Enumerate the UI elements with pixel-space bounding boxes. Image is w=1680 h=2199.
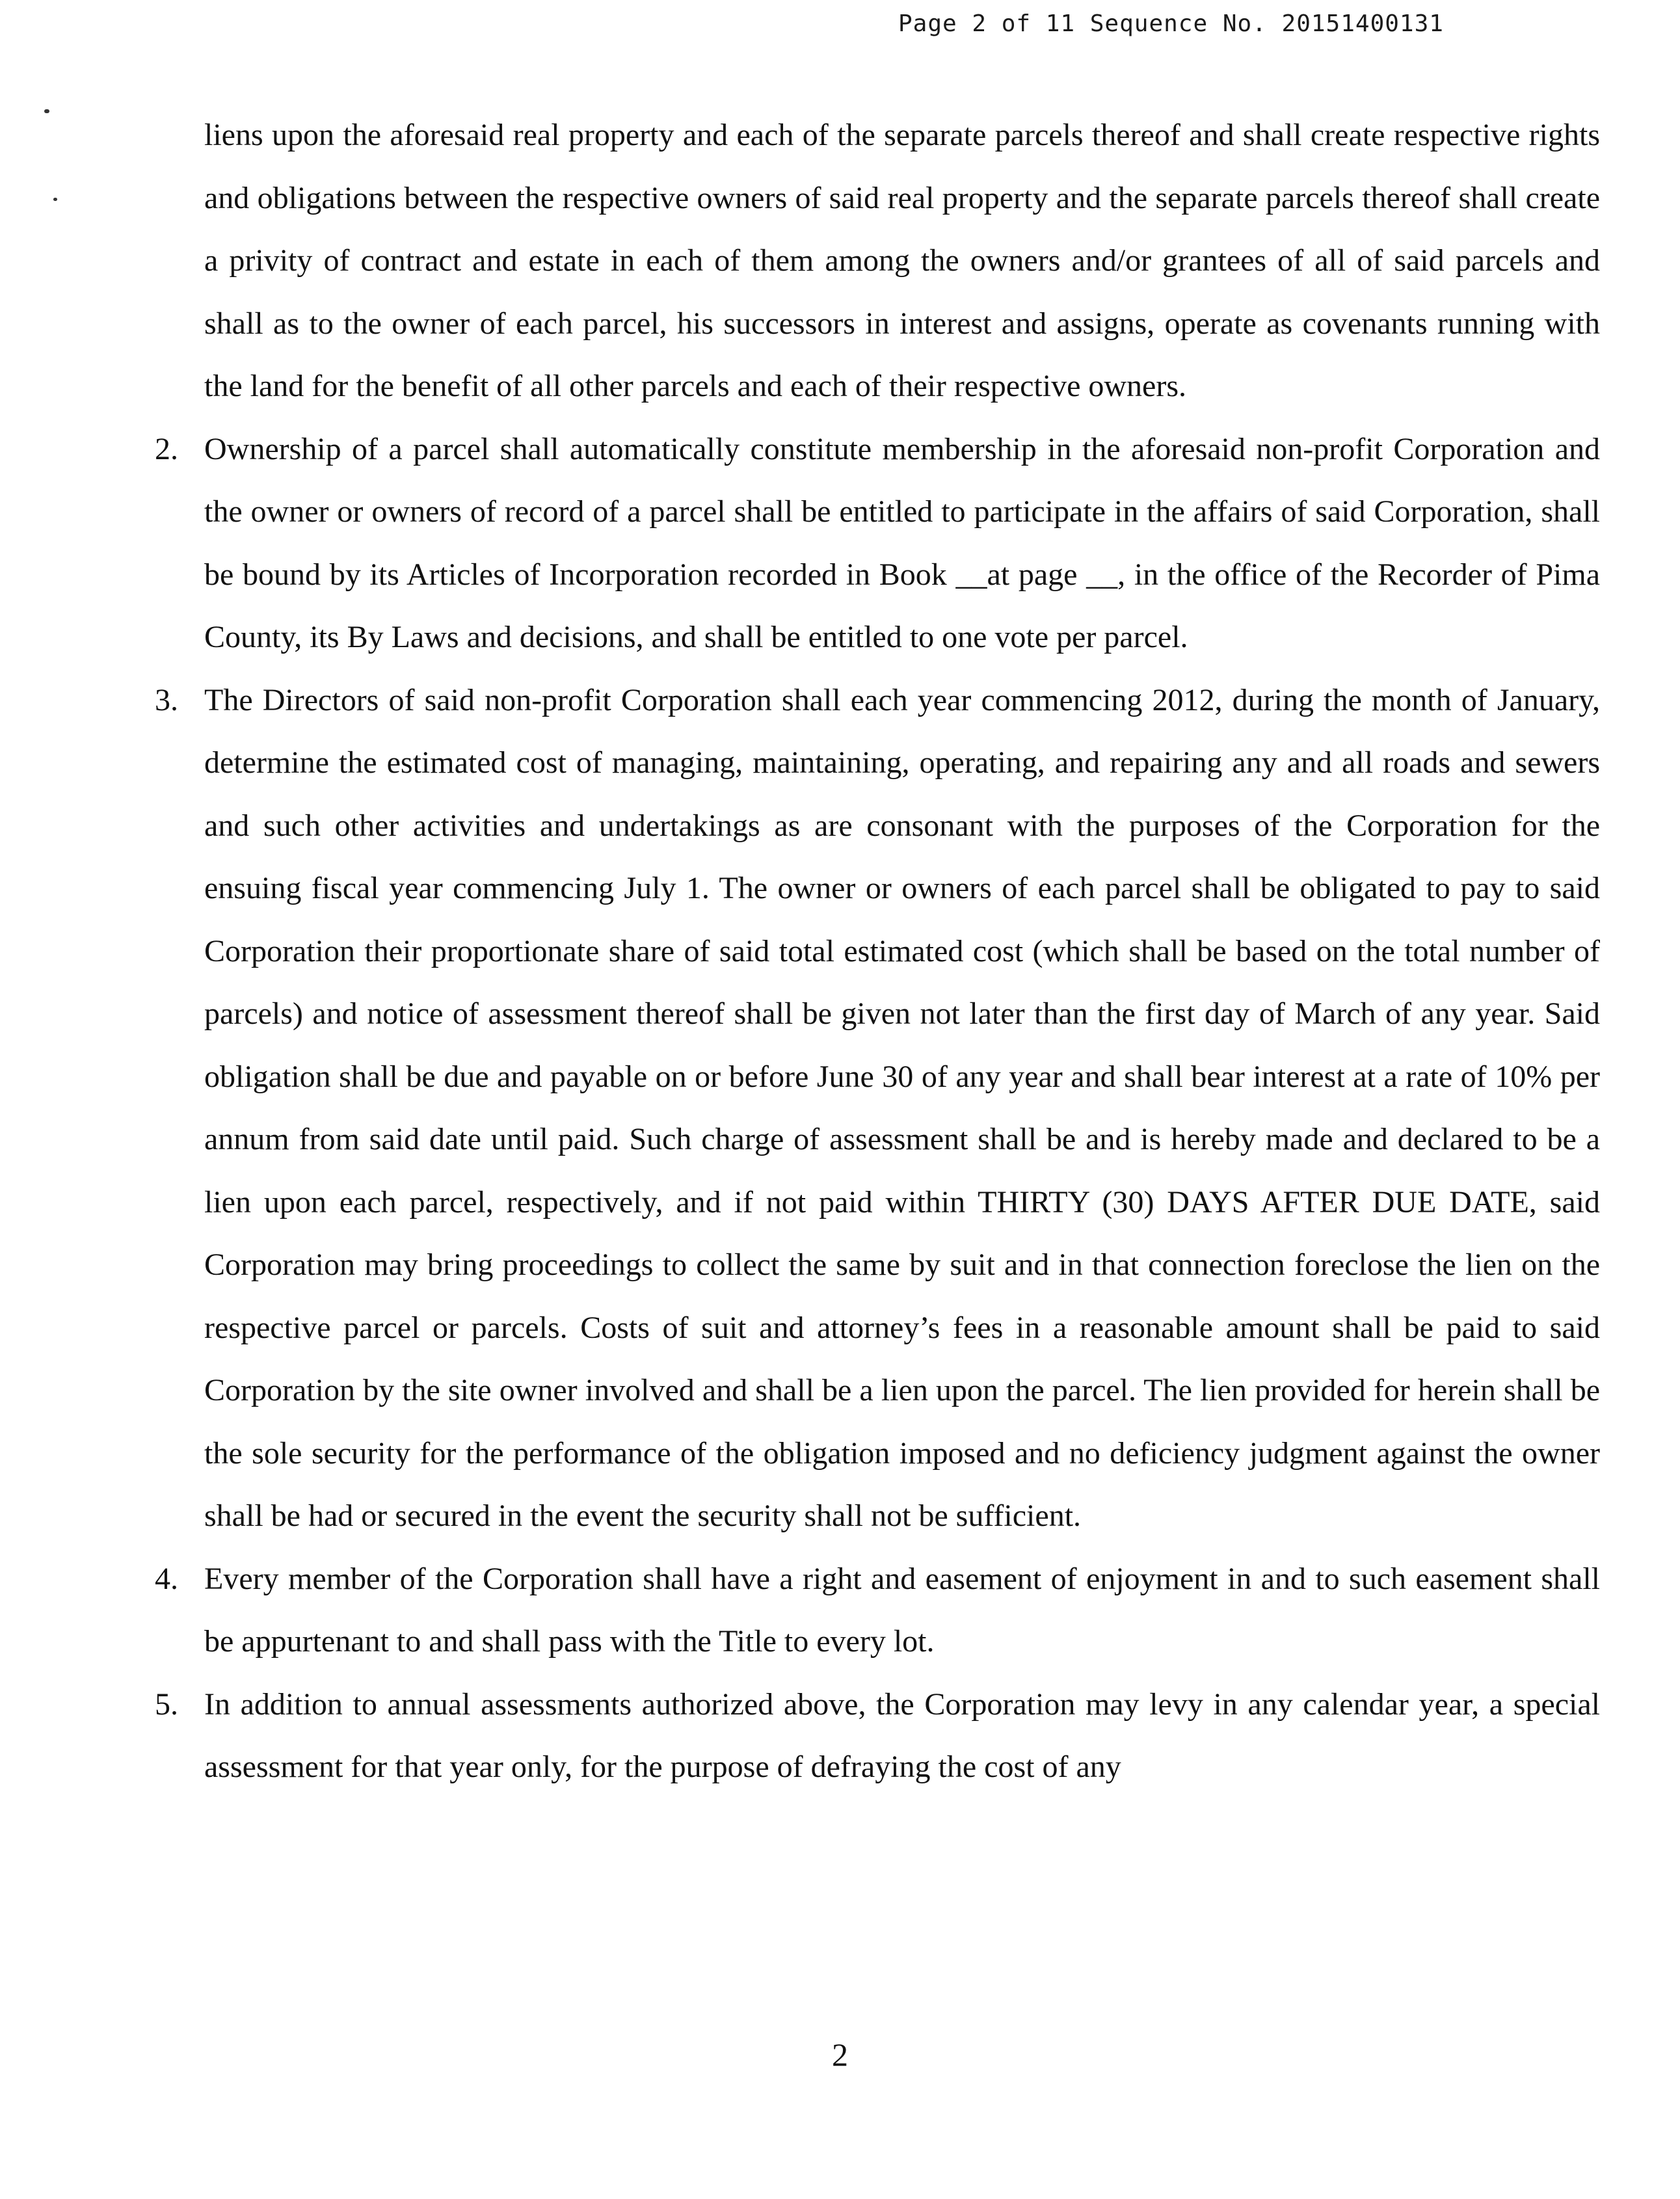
list-item <box>150 418 1600 669</box>
page-header: Page 2 of 11 Sequence No. 20151400131 <box>898 10 1444 37</box>
list-item <box>150 1673 1600 1799</box>
item-text: Every member of the Corporation shall have a right and easement of enjoyment in and to such easement shall be appurtenant to and shall pass with the Title to every lot. <box>204 1561 1600 1659</box>
item-number: 2. <box>155 431 178 466</box>
page-number: 2 <box>832 2036 848 2073</box>
scan-speck <box>53 198 57 201</box>
item-text: In addition to annual assessments authorized above, the Corporation may levy in any calendar year, a special assessment for that year only, for the purpose of defraying the cost of any <box>204 1686 1600 1784</box>
list-item <box>150 669 1600 1548</box>
document-body <box>150 104 1600 1799</box>
list-item <box>150 1548 1600 1673</box>
item-text: The Directors of said non-profit Corporation shall each year commencing 2012, during the month of January, determine the estimated cost of managing, maintaining, operating, and repairing any and all roads and sewers and such other activities and undertakings as are consonant with the purposes of the Corporation for the ensuing fiscal year commencing July 1. The owner or owners of each parcel shall be obligated to pay to said Corporation their proportionate share of said total estimated cost (which shall be based on the total number of parcels) and notice of assessment thereof shall be given not later than the first day of March of any year. Said obligation shall be due and payable on or before June 30 of any year and shall bear interest at a rate of 10% per annum from said date until paid. Such charge of assessment shall be and is hereby made and declared to be a lien upon each parcel, respectively, and if not paid within THIRTY (30) DAYS AFTER DUE DATE, said Corporation may bring proceedings to collect the same by suit and in that connection foreclose the lien on the respective parcel or parcels. Costs of suit and attorney’s fees in a reasonable amount shall be paid to said Corporation by the site owner involved and shall be a lien upon the parcel. The lien provided for herein shall be the sole security for the performance of the obligation imposed and no deficiency judgment against the owner shall be had or secured in the event the security shall not be sufficient. <box>204 682 1600 1533</box>
item-number: 5. <box>155 1686 178 1722</box>
intro-paragraph: liens upon the aforesaid real property and each of the separate parcels thereof and shall create respective rights and obligations between the respective owners of said real property and the separate parcels thereof shall create a privity of contract and estate in each of them among the owners and/or grantees of all of said parcels and shall as to the owner of each parcel, his successors in interest and assigns, operate as covenants running with the land for the benefit of all other parcels and each of their respective owners. <box>204 118 1600 403</box>
item-number: 3. <box>155 682 178 717</box>
scan-speck <box>44 109 49 113</box>
item-text: Ownership of a parcel shall automatically constitute membership in the aforesaid non-profit Corporation and the owner or owners of record of a parcel shall be entitled to participate in the affairs of said Corporation, shall be bound by its Articles of Incorporation recorded in Book __at page __, in the office of the Recorder of Pima County, its By Laws and decisions, and shall be entitled to one vote per parcel. <box>204 431 1600 654</box>
item-number: 4. <box>155 1561 178 1596</box>
